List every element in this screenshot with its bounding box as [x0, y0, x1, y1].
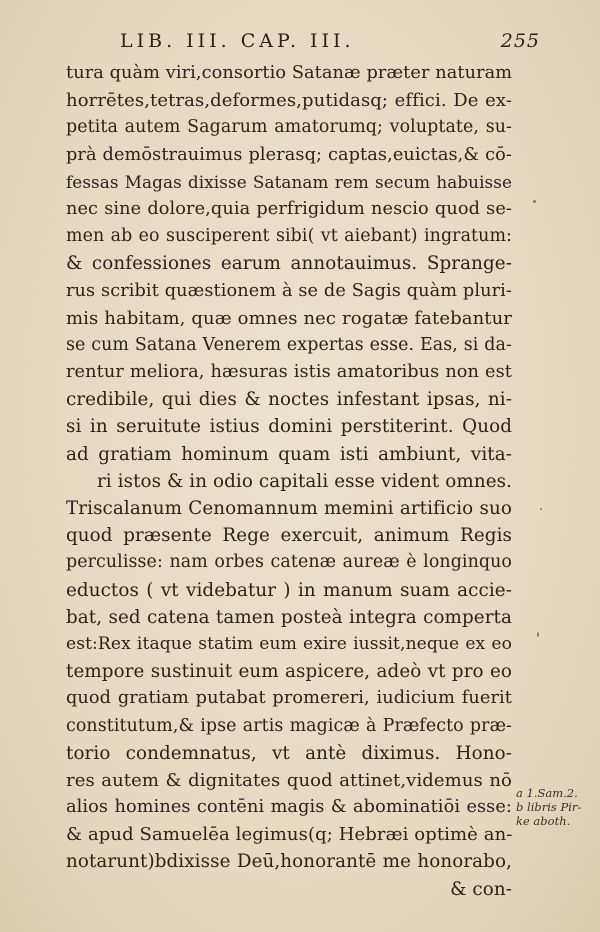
text-line: & confessiones earum annotauimus. Sprange- [66, 253, 512, 275]
text-line: quod gratiam putabat promereri, iudicium fuerit [66, 688, 512, 709]
text-line: prà demōstrauimus plerasq; captas,euictas,& cō- [66, 144, 512, 165]
text-line: perculisse: nam orbes catenæ aureæ è longinquo [66, 552, 512, 573]
text-line: ri istos & in odio capitali esse vident omnes. [96, 470, 512, 492]
marginal-note: a 1.Sam.2. [516, 786, 578, 800]
text-line: tura quàm viri,consortio Satanæ præter naturam [66, 63, 513, 83]
text-line: mis habitam, quæ omnes nec rogatæ fatebantur [66, 307, 512, 329]
marginal-note: ke aboth. [516, 814, 571, 828]
text-line: constitutum,& ipse artis magicæ à Præfecto præ- [66, 715, 512, 736]
text-line: res autem & dignitates quod attinet,videmus nō [66, 769, 512, 791]
text-line: quod præsente Rege exercuit, animum Regis [66, 525, 512, 547]
running-title: LIB. III. CAP. III. [120, 30, 355, 52]
text-line: & apud Samuelēa legimus(q; Hebræi optimè an- [66, 824, 513, 846]
text-line: si in seruitute istius domini perstiterint. Quod [66, 416, 512, 438]
paper-speck [533, 200, 536, 203]
marginal-notes [516, 786, 596, 828]
text-line: petita autem Sagarum amatorumq; voluptate, su- [66, 117, 512, 138]
text-line: tempore sustinuit eum aspicere, adeò vt pro eo [66, 661, 512, 683]
text-line: bat, sed catena tamen posteà integra comperta [66, 606, 512, 628]
text-line: alios homines contēni magis & abominatiōi esse: [66, 797, 512, 818]
text-line: torio condemnatus, vt antè diximus. Hono- [66, 742, 512, 764]
text-line: rentur meliora, hæsuras istis amatoribus non est [66, 362, 512, 383]
text-line: notarunt)bdixisse Deū,honorantē me honorabo, [66, 851, 512, 873]
marginal-note: b libris Pir- [516, 800, 582, 814]
text-line: eductos ( vt videbatur ) in manum suam accie- [66, 579, 512, 601]
catchword: & con- [450, 878, 512, 900]
text-line: credibile, qui dies & noctes infestant ipsas, ni- [66, 389, 512, 411]
paper-speck [540, 508, 542, 510]
text-line: men ab eo susciperent sibi( vt aiebant) ingratum: [66, 226, 512, 247]
text-line: fessas Magas dixisse Satanam rem secum habuisse [66, 171, 512, 192]
text-line: est:Rex itaque statim eum exire iussit,neque ex eo [66, 633, 512, 654]
text-line: se cum Satana Venerem expertas esse. Eas, si da- [66, 334, 512, 355]
body-text [66, 60, 512, 903]
paper-speck [537, 632, 539, 637]
text-line: nec sine dolore,quia perfrigidum nescio quod se- [66, 198, 512, 219]
running-head [120, 30, 540, 56]
text-line: rus scribit quæstionem à se de Sagis quàm pluri- [66, 280, 512, 301]
text-line: ad gratiam hominum quam isti ambiunt, vita- [66, 443, 512, 465]
text-line: Triscalanum Cenomannum memini artificio suo [66, 498, 512, 519]
text-line: horrētes,tetras,deformes,putidasq; effici. De ex- [66, 90, 512, 112]
page-number: 255 [500, 30, 540, 52]
